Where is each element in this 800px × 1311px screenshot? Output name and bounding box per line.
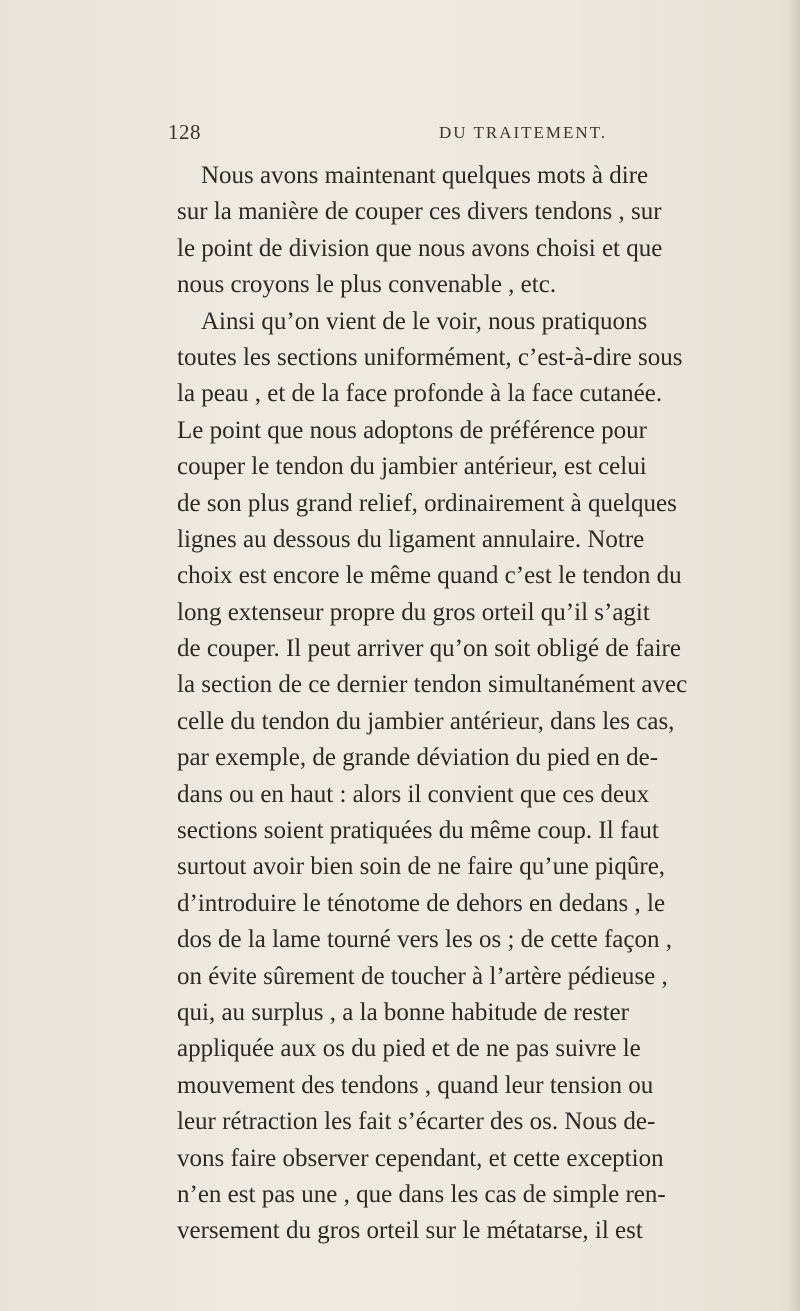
text-line: qui, au surplus , a la bonne habitude de rester [177, 998, 629, 1026]
text-line: par exemple, de grande déviation du pied en de- [177, 744, 659, 772]
text-line: toutes les sections uniformément, c’est-à-dire sous [177, 343, 683, 371]
text-line: sur la manière de couper ces divers tendons , sur [177, 198, 662, 226]
text-line: lignes au dessous du ligament annulaire. Notre [177, 525, 645, 553]
text-line: n’en est pas une , que dans les cas de simple ren- [177, 1180, 666, 1208]
page-number: 128 [168, 120, 201, 144]
text-line: leur rétraction les fait s’écarter des os. Nous de- [177, 1108, 656, 1136]
text-line: vons faire observer cependant, et cette exception [177, 1144, 664, 1172]
text-line: appliquée aux os du pied et de ne pas suivre le [177, 1035, 641, 1063]
text-line: on évite sûrement de toucher à l’artère pédieuse , [177, 962, 668, 990]
text-line: Nous avons maintenant quelques mots à dire [201, 162, 649, 189]
text-line: long extenseur propre du gros orteil qu’il s’agit [177, 598, 650, 626]
text-line: couper le tendon du jambier antérieur, est celui [177, 453, 647, 481]
text-line: nous croyons le plus convenable , etc. [177, 271, 557, 299]
text-line: versement du gros orteil sur le métatarse, il est [177, 1217, 643, 1245]
text-line: d’introduire le ténotome de dehors en dedans , le [177, 889, 666, 917]
text-line: Ainsi qu’on vient de le voir, nous pratiquons [201, 307, 648, 335]
text-line: mouvement des tendons , quand leur tension ou [177, 1071, 654, 1099]
text-line: choix est encore le même quand c’est le tendon du [177, 562, 682, 590]
text-line: sections soient pratiquées du même coup. Il faut [177, 817, 659, 845]
text-line: de son plus grand relief, ordinairement à quelques [177, 489, 677, 517]
page-header [168, 120, 768, 142]
running-head: DU TRAITEMENT. [439, 123, 608, 142]
text-line: dans ou en haut : alors il convient que ces deux [177, 780, 650, 808]
text-line: la section de ce dernier tendon simultanément avec [177, 671, 688, 699]
text-line: la peau , et de la face profonde à la face cutanée. [177, 380, 663, 408]
text-line: Le point que nous adoptons de préférence pour [177, 416, 647, 444]
text-line: de couper. Il peut arriver qu’on soit obligé de faire [177, 635, 681, 663]
text-line: surtout avoir bien soin de ne faire qu’une piqûre, [177, 853, 666, 881]
text-line: le point de division que nous avons choisi et que [177, 234, 663, 262]
body-text [177, 158, 777, 1250]
page-edge-shadow [786, 0, 800, 1311]
text-line: dos de la lame tourné vers les os ; de cette façon , [177, 926, 672, 954]
text-line: celle du tendon du jambier antérieur, dans les cas, [177, 707, 675, 735]
